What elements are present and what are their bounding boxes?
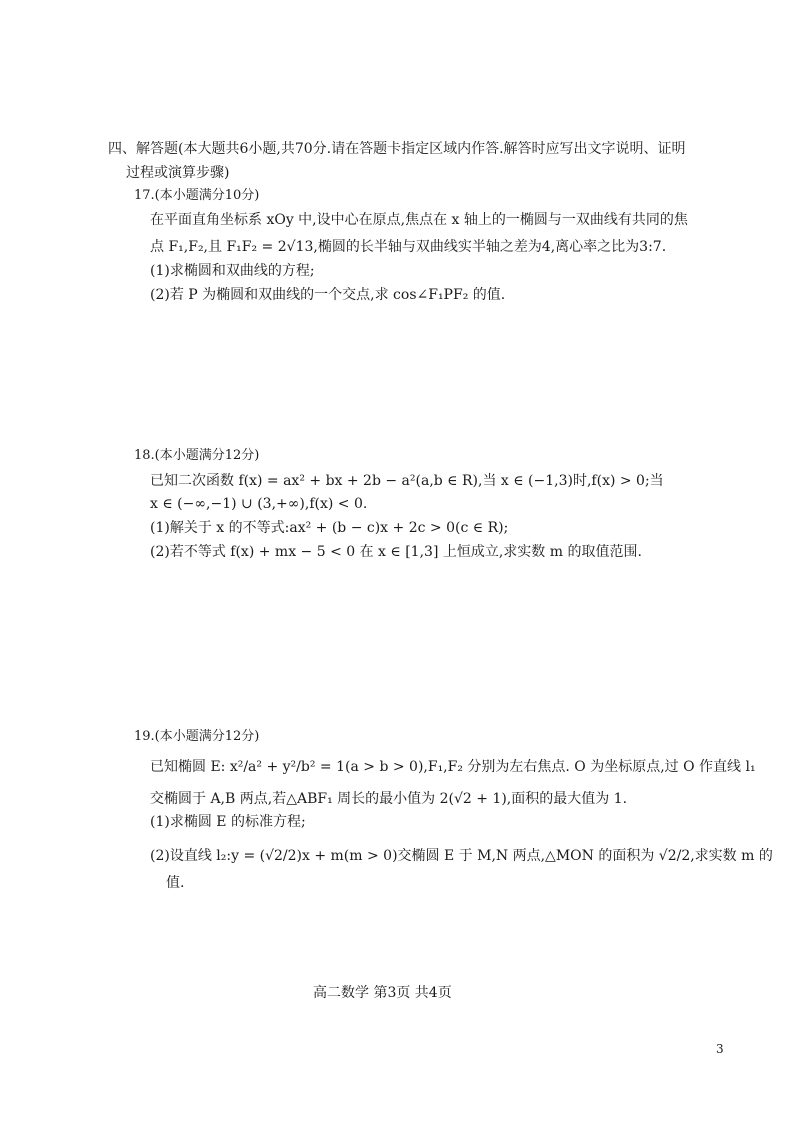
- problem-19-line-1: 已知椭圆 E: x²/a² + y²/b² = 1(a > b > 0),F₁,F₂ 分别为左右焦点. O 为坐标原点,过 O 作直线 l₁: [150, 759, 756, 775]
- problem-17-line-1: 在平面直角坐标系 xOy 中,设中心在原点,焦点在 x 轴上的一椭圆与一双曲线有共同的焦: [150, 212, 688, 228]
- problem-17-line-4: (2)若 P 为椭圆和双曲线的一个交点,求 cos∠F₁PF₂ 的值.: [150, 287, 506, 303]
- section-heading-line-2: 过程或演算步骤): [126, 165, 230, 181]
- problem-18-line-2: x ∈ (−∞,−1) ∪ (3,+∞),f(x) < 0.: [150, 496, 368, 512]
- problem-17-header: 17.(本小题满分10分): [134, 188, 260, 203]
- page-footer: 高二数学 第3页 共4页: [313, 985, 452, 1001]
- problem-18-header: 18.(本小题满分12分): [134, 448, 260, 463]
- problem-19-line-2: 交椭圆于 A,B 两点,若△ABF₁ 周长的最小值为 2(√2 + 1),面积的最大值为 1.: [150, 791, 628, 807]
- problem-17-line-2: 点 F₁,F₂,且 F₁F₂ = 2√13,椭圆的长半轴与双曲线实半轴之差为4,离心率之比为3:7.: [150, 239, 667, 255]
- section-heading-line-1: 四、解答题(本大题共6小题,共70分.请在答题卡指定区域内作答.解答时应写出文字说明、证明: [108, 141, 686, 157]
- problem-19-header: 19.(本小题满分12分): [134, 729, 260, 744]
- problem-18-line-1: 已知二次函数 f(x) = ax² + bx + 2b − a²(a,b ∈ R),当 x ∈ (−1,3)时,f(x) > 0;当: [150, 473, 664, 489]
- problem-19-line-5: 值.: [166, 875, 185, 891]
- page-number: 3: [716, 1042, 724, 1056]
- problem-19-line-4: (2)设直线 l₂:y = (√2/2)x + m(m > 0)交椭圆 E 于 M,N 两点,△MON 的面积为 √2/2,求实数 m 的: [150, 848, 773, 864]
- problem-17-line-3: (1)求椭圆和双曲线的方程;: [150, 263, 315, 279]
- problem-18-line-4: (2)若不等式 f(x) + mx − 5 < 0 在 x ∈ [1,3] 上恒成立,求实数 m 的取值范围.: [150, 544, 642, 560]
- problem-18-line-3: (1)解关于 x 的不等式:ax² + (b − c)x + 2c > 0(c ∈ R);: [150, 520, 509, 536]
- problem-19-line-3: (1)求椭圆 E 的标准方程;: [150, 814, 306, 830]
